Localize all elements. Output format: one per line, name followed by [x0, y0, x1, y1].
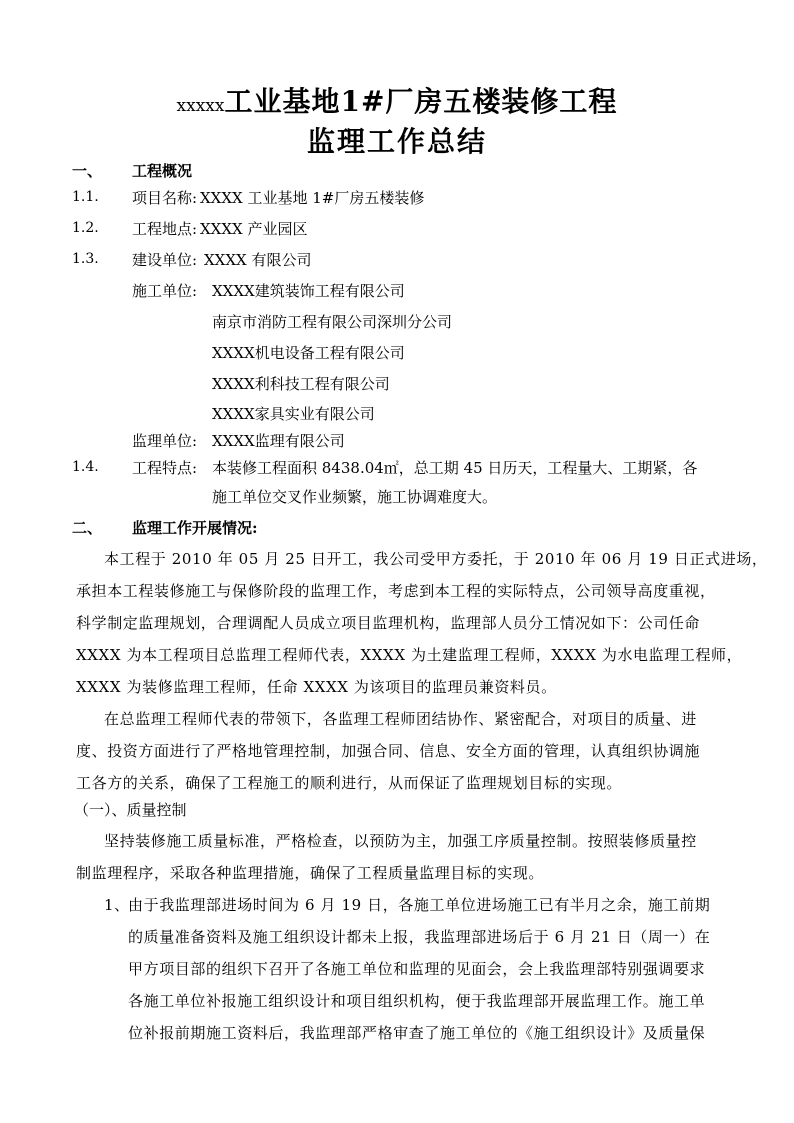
- paragraph-line: 各施工单位补报施工组织设计和项目组织机构，便于我监理部开展监理工作。施工单: [128, 992, 706, 1010]
- item-number: 1.3.: [72, 251, 99, 267]
- paragraph-line: 度、投资方面进行了严格地管理控制，加强合同、信息、安全方面的管理，认真组织协调施: [76, 742, 701, 760]
- paragraph-line: 工各方的关系，确保了工程施工的顺利进行，从而保证了监理规划目标的实现。: [76, 774, 623, 792]
- paragraph-line: XXXX 为本工程项目总监理工程师代表，XXXX 为土建监理工程师，XXXX 为水电监理工程师，: [76, 646, 743, 664]
- item-number: 1.4.: [72, 459, 99, 475]
- subsection-heading: （一）、质量控制: [74, 801, 187, 819]
- list-item-number: 1、: [104, 896, 130, 914]
- item-number: 1.2.: [72, 220, 99, 236]
- features-line: 本装修工程面积 8438.04㎡，总工期 45 日历天，工程量大、工期紧，各: [212, 459, 698, 477]
- item-label: 项目名称:: [132, 189, 198, 207]
- supervisor-label: 监理单位:: [132, 432, 198, 450]
- paragraph-line: 的质量准备资料及施工组织设计都未上报，我监理部进场后于 6 月 21 日（周一）在: [128, 928, 711, 946]
- document-title: [0, 80, 794, 120]
- title-prefix: xxxxx: [176, 96, 225, 116]
- paragraph-line: 制监理程序，采取各种监理措施，确保了工程质量监理目标的实现。: [76, 864, 545, 882]
- section1-number: 一、: [72, 162, 103, 180]
- features-label: 工程特点:: [132, 459, 198, 477]
- item-label: 工程地点:: [132, 220, 198, 238]
- section1-heading: 工程概况: [132, 162, 193, 180]
- contractor-item: XXXX机电设备工程有限公司: [212, 344, 405, 362]
- item-label: 建设单位:: [132, 251, 198, 269]
- project-location-value: XXXX 产业园区: [200, 220, 308, 238]
- contractors-label: 施工单位:: [132, 282, 198, 300]
- client-value: XXXX 有限公司: [204, 251, 312, 269]
- contractor-item: XXXX建筑装饰工程有限公司: [212, 282, 405, 300]
- features-line: 施工单位交叉作业频繁，施工协调难度大。: [212, 488, 498, 506]
- document-subtitle: 监理工作总结: [306, 125, 487, 158]
- item-number: 1.1.: [72, 189, 99, 205]
- paragraph-line: 承担本工程装修施工与保修阶段的监理工作，考虑到本工程的实际特点，公司领导高度重视，: [76, 582, 716, 600]
- paragraph-line: 甲方项目部的组织下召开了各施工单位和监理的见面会，会上我监理部特别强调要求: [128, 960, 706, 978]
- title-main: 工业基地1#厂房五楼装修工程: [224, 85, 618, 118]
- paragraph-line: 坚持装修施工质量标准，严格检查，以预防为主，加强工序质量控制。按照装修质量控: [104, 832, 697, 850]
- section2-heading: 监理工作开展情况:: [132, 519, 258, 537]
- paragraph-line: XXXX 为装修监理工程师，任命 XXXX 为该项目的监理员兼资料员。: [76, 678, 557, 696]
- paragraph-line: 位补报前期施工资料后，我监理部严格审查了施工单位的《施工组织设计》及质量保: [128, 1024, 706, 1042]
- paragraph-line: 科学制定监理规划，合理调配人员成立项目监理机构，监理部人员分工情况如下：公司任命: [76, 614, 701, 632]
- project-name-value: XXXX 工业基地 1#厂房五楼装修: [200, 189, 425, 207]
- supervisor-value: XXXX监理有限公司: [212, 432, 345, 450]
- paragraph-line: 在总监理工程师代表的带领下，各监理工程师团结协作、紧密配合，对项目的质量、进: [104, 710, 697, 728]
- contractor-item: 南京市消防工程有限公司深圳分公司: [212, 313, 453, 331]
- section2-number: 二、: [72, 519, 103, 537]
- paragraph-line: 由于我监理部进场时间为 6 月 19 日，各施工单位进场施工已有半月之余，施工前期: [128, 896, 711, 914]
- paragraph-line: 本工程于 2010 年 05 月 25 日开工，我公司受甲方委托，于 2010 年 06 月 19 日正式进场，: [104, 550, 768, 568]
- contractor-item: XXXX利科技工程有限公司: [212, 375, 390, 393]
- contractor-item: XXXX家具实业有限公司: [212, 405, 375, 423]
